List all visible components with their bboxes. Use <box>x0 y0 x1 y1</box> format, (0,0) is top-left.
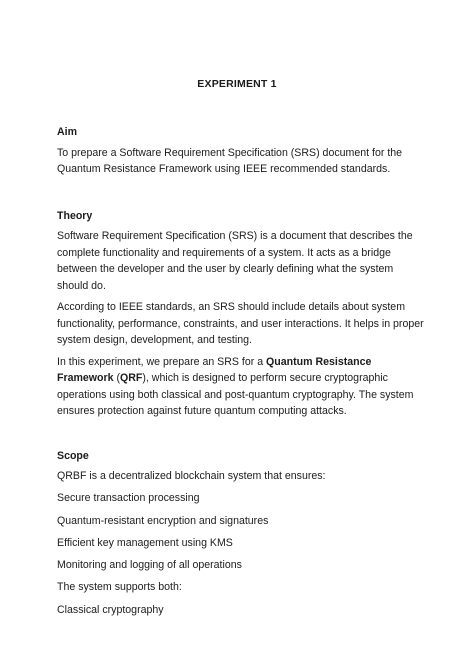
aim-section <box>57 124 427 178</box>
scope-line: Classical cryptography <box>57 603 164 616</box>
theory-paragraph-2: According to IEEE standards, an SRS should include details about system functionality, performance, constraints, and user interactions. It helps in proper system design, development, and testing. <box>57 301 424 346</box>
scope-line: Quantum-resistant encryption and signatures <box>57 514 269 527</box>
theory-paragraph-1: Software Requirement Specification (SRS) is a document that describes the complete functionality and requirements of a system. It acts as a bridge between the developer and the user by clearly defining what the system should do. <box>57 230 413 292</box>
theory-paragraph-3-rest: ), which is designed to perform secure cryptographic operations using both classical and post-quantum cryptography. The system ensures protection against future quantum computing attacks. <box>57 372 414 417</box>
scope-section <box>57 448 427 619</box>
theory-paragraph-3-paren: ( <box>113 372 121 384</box>
scope-line: Efficient key management using KMS <box>57 536 233 549</box>
scope-heading: Scope <box>57 449 89 462</box>
scope-line: Monitoring and logging of all operations <box>57 559 242 572</box>
document-title: EXPERIMENT 1 <box>197 78 277 90</box>
theory-section <box>57 208 427 420</box>
theory-heading: Theory <box>57 209 93 222</box>
aim-heading: Aim <box>57 126 78 138</box>
scope-line: Secure transaction processing <box>57 492 200 505</box>
aim-text: To prepare a Software Requirement Specification (SRS) document for the Quantum Resistance Framework using IEEE recommended standards. <box>57 146 403 175</box>
document-body <box>57 124 427 624</box>
theory-paragraph-3-intro: In this experiment, we prepare an SRS for a <box>57 355 267 368</box>
theory-paragraph-3 <box>57 354 427 420</box>
scope-line: QRBF is a decentralized blockchain system that ensures: <box>57 470 326 482</box>
framework-abbreviation: QRF <box>120 372 143 384</box>
scope-line: The system supports both: <box>57 581 182 594</box>
framework-name: Quantum Resistance Framework <box>57 355 372 384</box>
